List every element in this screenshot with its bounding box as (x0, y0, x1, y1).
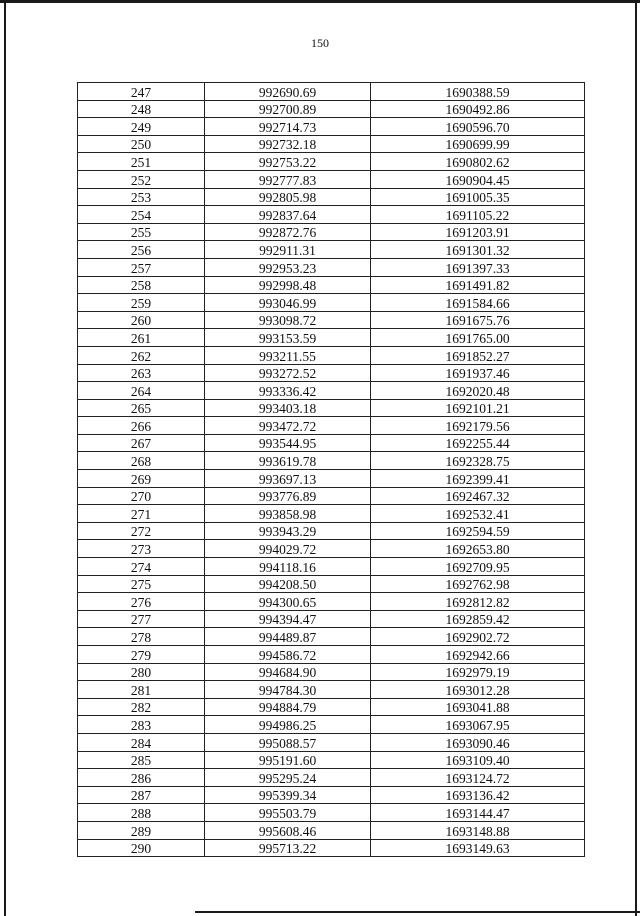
table-row (78, 769, 585, 787)
point-number-cell: 283 (78, 716, 205, 734)
y-coordinate-cell: 1693090.46 (371, 733, 585, 751)
x-coordinate-cell: 995088.57 (205, 733, 371, 751)
point-number-cell: 256 (78, 241, 205, 259)
y-coordinate-cell: 1692467.32 (371, 487, 585, 505)
point-number-cell: 284 (78, 733, 205, 751)
table-row (78, 646, 585, 664)
x-coordinate-cell: 994986.25 (205, 716, 371, 734)
point-number-cell: 268 (78, 452, 205, 470)
y-coordinate-cell: 1691852.27 (371, 346, 585, 364)
y-coordinate-cell: 1692979.19 (371, 663, 585, 681)
y-coordinate-cell: 1691005.35 (371, 188, 585, 206)
x-coordinate-cell: 994586.72 (205, 646, 371, 664)
x-coordinate-cell: 995295.24 (205, 769, 371, 787)
table-row (78, 470, 585, 488)
scan-edge-top (0, 0, 640, 3)
point-number-cell: 250 (78, 135, 205, 153)
x-coordinate-cell: 994684.90 (205, 663, 371, 681)
y-coordinate-cell: 1693148.88 (371, 821, 585, 839)
table-row (78, 170, 585, 188)
x-coordinate-cell: 992872.76 (205, 223, 371, 241)
x-coordinate-cell: 993697.13 (205, 470, 371, 488)
y-coordinate-cell: 1691937.46 (371, 364, 585, 382)
x-coordinate-cell: 993153.59 (205, 329, 371, 347)
x-coordinate-cell: 992690.69 (205, 83, 371, 101)
y-coordinate-cell: 1691203.91 (371, 223, 585, 241)
y-coordinate-cell: 1691491.82 (371, 276, 585, 294)
point-number-cell: 258 (78, 276, 205, 294)
point-number-cell: 288 (78, 804, 205, 822)
x-coordinate-cell: 995608.46 (205, 821, 371, 839)
table-row (78, 206, 585, 224)
y-coordinate-cell: 1692653.80 (371, 540, 585, 558)
table-row (78, 804, 585, 822)
point-number-cell: 266 (78, 417, 205, 435)
table-row (78, 417, 585, 435)
table-row (78, 487, 585, 505)
table-row (78, 382, 585, 400)
x-coordinate-cell: 994489.87 (205, 628, 371, 646)
y-coordinate-cell: 1693136.42 (371, 786, 585, 804)
x-coordinate-cell: 995713.22 (205, 839, 371, 857)
x-coordinate-cell: 995191.60 (205, 751, 371, 769)
scan-edge-left (4, 0, 6, 916)
table-row (78, 452, 585, 470)
table-row (78, 223, 585, 241)
x-coordinate-cell: 993472.72 (205, 417, 371, 435)
y-coordinate-cell: 1691584.66 (371, 294, 585, 312)
table-row (78, 558, 585, 576)
table-row (78, 241, 585, 259)
x-coordinate-cell: 994394.47 (205, 610, 371, 628)
page-number: 150 (311, 36, 329, 50)
point-number-cell: 260 (78, 311, 205, 329)
point-number-cell: 274 (78, 558, 205, 576)
y-coordinate-cell: 1692902.72 (371, 628, 585, 646)
table-row (78, 522, 585, 540)
x-coordinate-cell: 993619.78 (205, 452, 371, 470)
point-number-cell: 252 (78, 170, 205, 188)
y-coordinate-cell: 1691765.00 (371, 329, 585, 347)
table-row (78, 716, 585, 734)
y-coordinate-cell: 1690596.70 (371, 118, 585, 136)
point-number-cell: 254 (78, 206, 205, 224)
x-coordinate-cell: 992953.23 (205, 258, 371, 276)
y-coordinate-cell: 1692101.21 (371, 399, 585, 417)
table-row (78, 153, 585, 171)
point-number-cell: 275 (78, 575, 205, 593)
point-number-cell: 257 (78, 258, 205, 276)
x-coordinate-cell: 994300.65 (205, 593, 371, 611)
x-coordinate-cell: 994208.50 (205, 575, 371, 593)
table-row (78, 698, 585, 716)
table-row (78, 276, 585, 294)
y-coordinate-cell: 1692709.95 (371, 558, 585, 576)
table-row (78, 663, 585, 681)
table-row (78, 258, 585, 276)
table-row (78, 83, 585, 101)
y-coordinate-cell: 1690492.86 (371, 100, 585, 118)
x-coordinate-cell: 993403.18 (205, 399, 371, 417)
point-number-cell: 255 (78, 223, 205, 241)
y-coordinate-cell: 1692859.42 (371, 610, 585, 628)
table-row (78, 135, 585, 153)
x-coordinate-cell: 992700.89 (205, 100, 371, 118)
x-coordinate-cell: 994029.72 (205, 540, 371, 558)
table-body (78, 83, 585, 857)
point-number-cell: 280 (78, 663, 205, 681)
table-row (78, 329, 585, 347)
point-number-cell: 277 (78, 610, 205, 628)
y-coordinate-cell: 1692179.56 (371, 417, 585, 435)
point-number-cell: 272 (78, 522, 205, 540)
y-coordinate-cell: 1691675.76 (371, 311, 585, 329)
point-number-cell: 290 (78, 839, 205, 857)
table-row (78, 575, 585, 593)
x-coordinate-cell: 992998.48 (205, 276, 371, 294)
point-number-cell: 273 (78, 540, 205, 558)
point-number-cell: 286 (78, 769, 205, 787)
x-coordinate-cell: 992911.31 (205, 241, 371, 259)
y-coordinate-cell: 1692399.41 (371, 470, 585, 488)
y-coordinate-cell: 1692594.59 (371, 522, 585, 540)
y-coordinate-cell: 1693012.28 (371, 681, 585, 699)
y-coordinate-cell: 1691397.33 (371, 258, 585, 276)
point-number-cell: 269 (78, 470, 205, 488)
point-number-cell: 270 (78, 487, 205, 505)
y-coordinate-cell: 1690699.99 (371, 135, 585, 153)
table-row (78, 311, 585, 329)
point-number-cell: 262 (78, 346, 205, 364)
point-number-cell: 264 (78, 382, 205, 400)
y-coordinate-cell: 1690802.62 (371, 153, 585, 171)
point-number-cell: 278 (78, 628, 205, 646)
point-number-cell: 279 (78, 646, 205, 664)
x-coordinate-cell: 992753.22 (205, 153, 371, 171)
x-coordinate-cell: 993046.99 (205, 294, 371, 312)
scan-edge-right (635, 0, 637, 916)
x-coordinate-cell: 992777.83 (205, 170, 371, 188)
point-number-cell: 285 (78, 751, 205, 769)
x-coordinate-cell: 995503.79 (205, 804, 371, 822)
point-number-cell: 251 (78, 153, 205, 171)
table-row (78, 364, 585, 382)
table-row (78, 593, 585, 611)
table-row (78, 505, 585, 523)
x-coordinate-cell: 992714.73 (205, 118, 371, 136)
y-coordinate-cell: 1692812.82 (371, 593, 585, 611)
table-row (78, 399, 585, 417)
x-coordinate-cell: 993336.42 (205, 382, 371, 400)
point-number-cell: 263 (78, 364, 205, 382)
x-coordinate-cell: 993858.98 (205, 505, 371, 523)
x-coordinate-cell: 995399.34 (205, 786, 371, 804)
x-coordinate-cell: 994118.16 (205, 558, 371, 576)
table-row (78, 346, 585, 364)
point-number-cell: 248 (78, 100, 205, 118)
y-coordinate-cell: 1690388.59 (371, 83, 585, 101)
point-number-cell: 253 (78, 188, 205, 206)
point-number-cell: 249 (78, 118, 205, 136)
y-coordinate-cell: 1693067.95 (371, 716, 585, 734)
y-coordinate-cell: 1692255.44 (371, 434, 585, 452)
x-coordinate-cell: 994884.79 (205, 698, 371, 716)
table-row (78, 434, 585, 452)
table-row (78, 628, 585, 646)
y-coordinate-cell: 1693124.72 (371, 769, 585, 787)
x-coordinate-cell: 993211.55 (205, 346, 371, 364)
point-number-cell: 289 (78, 821, 205, 839)
table-row (78, 681, 585, 699)
table-row (78, 540, 585, 558)
point-number-cell: 265 (78, 399, 205, 417)
y-coordinate-cell: 1693041.88 (371, 698, 585, 716)
table-row (78, 733, 585, 751)
y-coordinate-cell: 1693144.47 (371, 804, 585, 822)
point-number-cell: 261 (78, 329, 205, 347)
y-coordinate-cell: 1693149.63 (371, 839, 585, 857)
point-number-cell: 271 (78, 505, 205, 523)
y-coordinate-cell: 1692762.98 (371, 575, 585, 593)
x-coordinate-cell: 993098.72 (205, 311, 371, 329)
y-coordinate-cell: 1692532.41 (371, 505, 585, 523)
x-coordinate-cell: 993943.29 (205, 522, 371, 540)
point-number-cell: 267 (78, 434, 205, 452)
table-row (78, 610, 585, 628)
table-row (78, 839, 585, 857)
y-coordinate-cell: 1690904.45 (371, 170, 585, 188)
x-coordinate-cell: 994784.30 (205, 681, 371, 699)
point-number-cell: 247 (78, 83, 205, 101)
table-row (78, 118, 585, 136)
point-number-cell: 259 (78, 294, 205, 312)
point-number-cell: 287 (78, 786, 205, 804)
coordinates-table (77, 82, 585, 857)
table-row (78, 100, 585, 118)
y-coordinate-cell: 1692020.48 (371, 382, 585, 400)
point-number-cell: 282 (78, 698, 205, 716)
x-coordinate-cell: 992732.18 (205, 135, 371, 153)
y-coordinate-cell: 1692328.75 (371, 452, 585, 470)
scan-edge-bottom (195, 911, 640, 913)
y-coordinate-cell: 1692942.66 (371, 646, 585, 664)
table-row (78, 294, 585, 312)
x-coordinate-cell: 993544.95 (205, 434, 371, 452)
x-coordinate-cell: 992837.64 (205, 206, 371, 224)
y-coordinate-cell: 1691301.32 (371, 241, 585, 259)
table-row (78, 786, 585, 804)
table-row (78, 821, 585, 839)
x-coordinate-cell: 992805.98 (205, 188, 371, 206)
y-coordinate-cell: 1691105.22 (371, 206, 585, 224)
point-number-cell: 281 (78, 681, 205, 699)
table-row (78, 188, 585, 206)
x-coordinate-cell: 993776.89 (205, 487, 371, 505)
table-row (78, 751, 585, 769)
y-coordinate-cell: 1693109.40 (371, 751, 585, 769)
x-coordinate-cell: 993272.52 (205, 364, 371, 382)
point-number-cell: 276 (78, 593, 205, 611)
